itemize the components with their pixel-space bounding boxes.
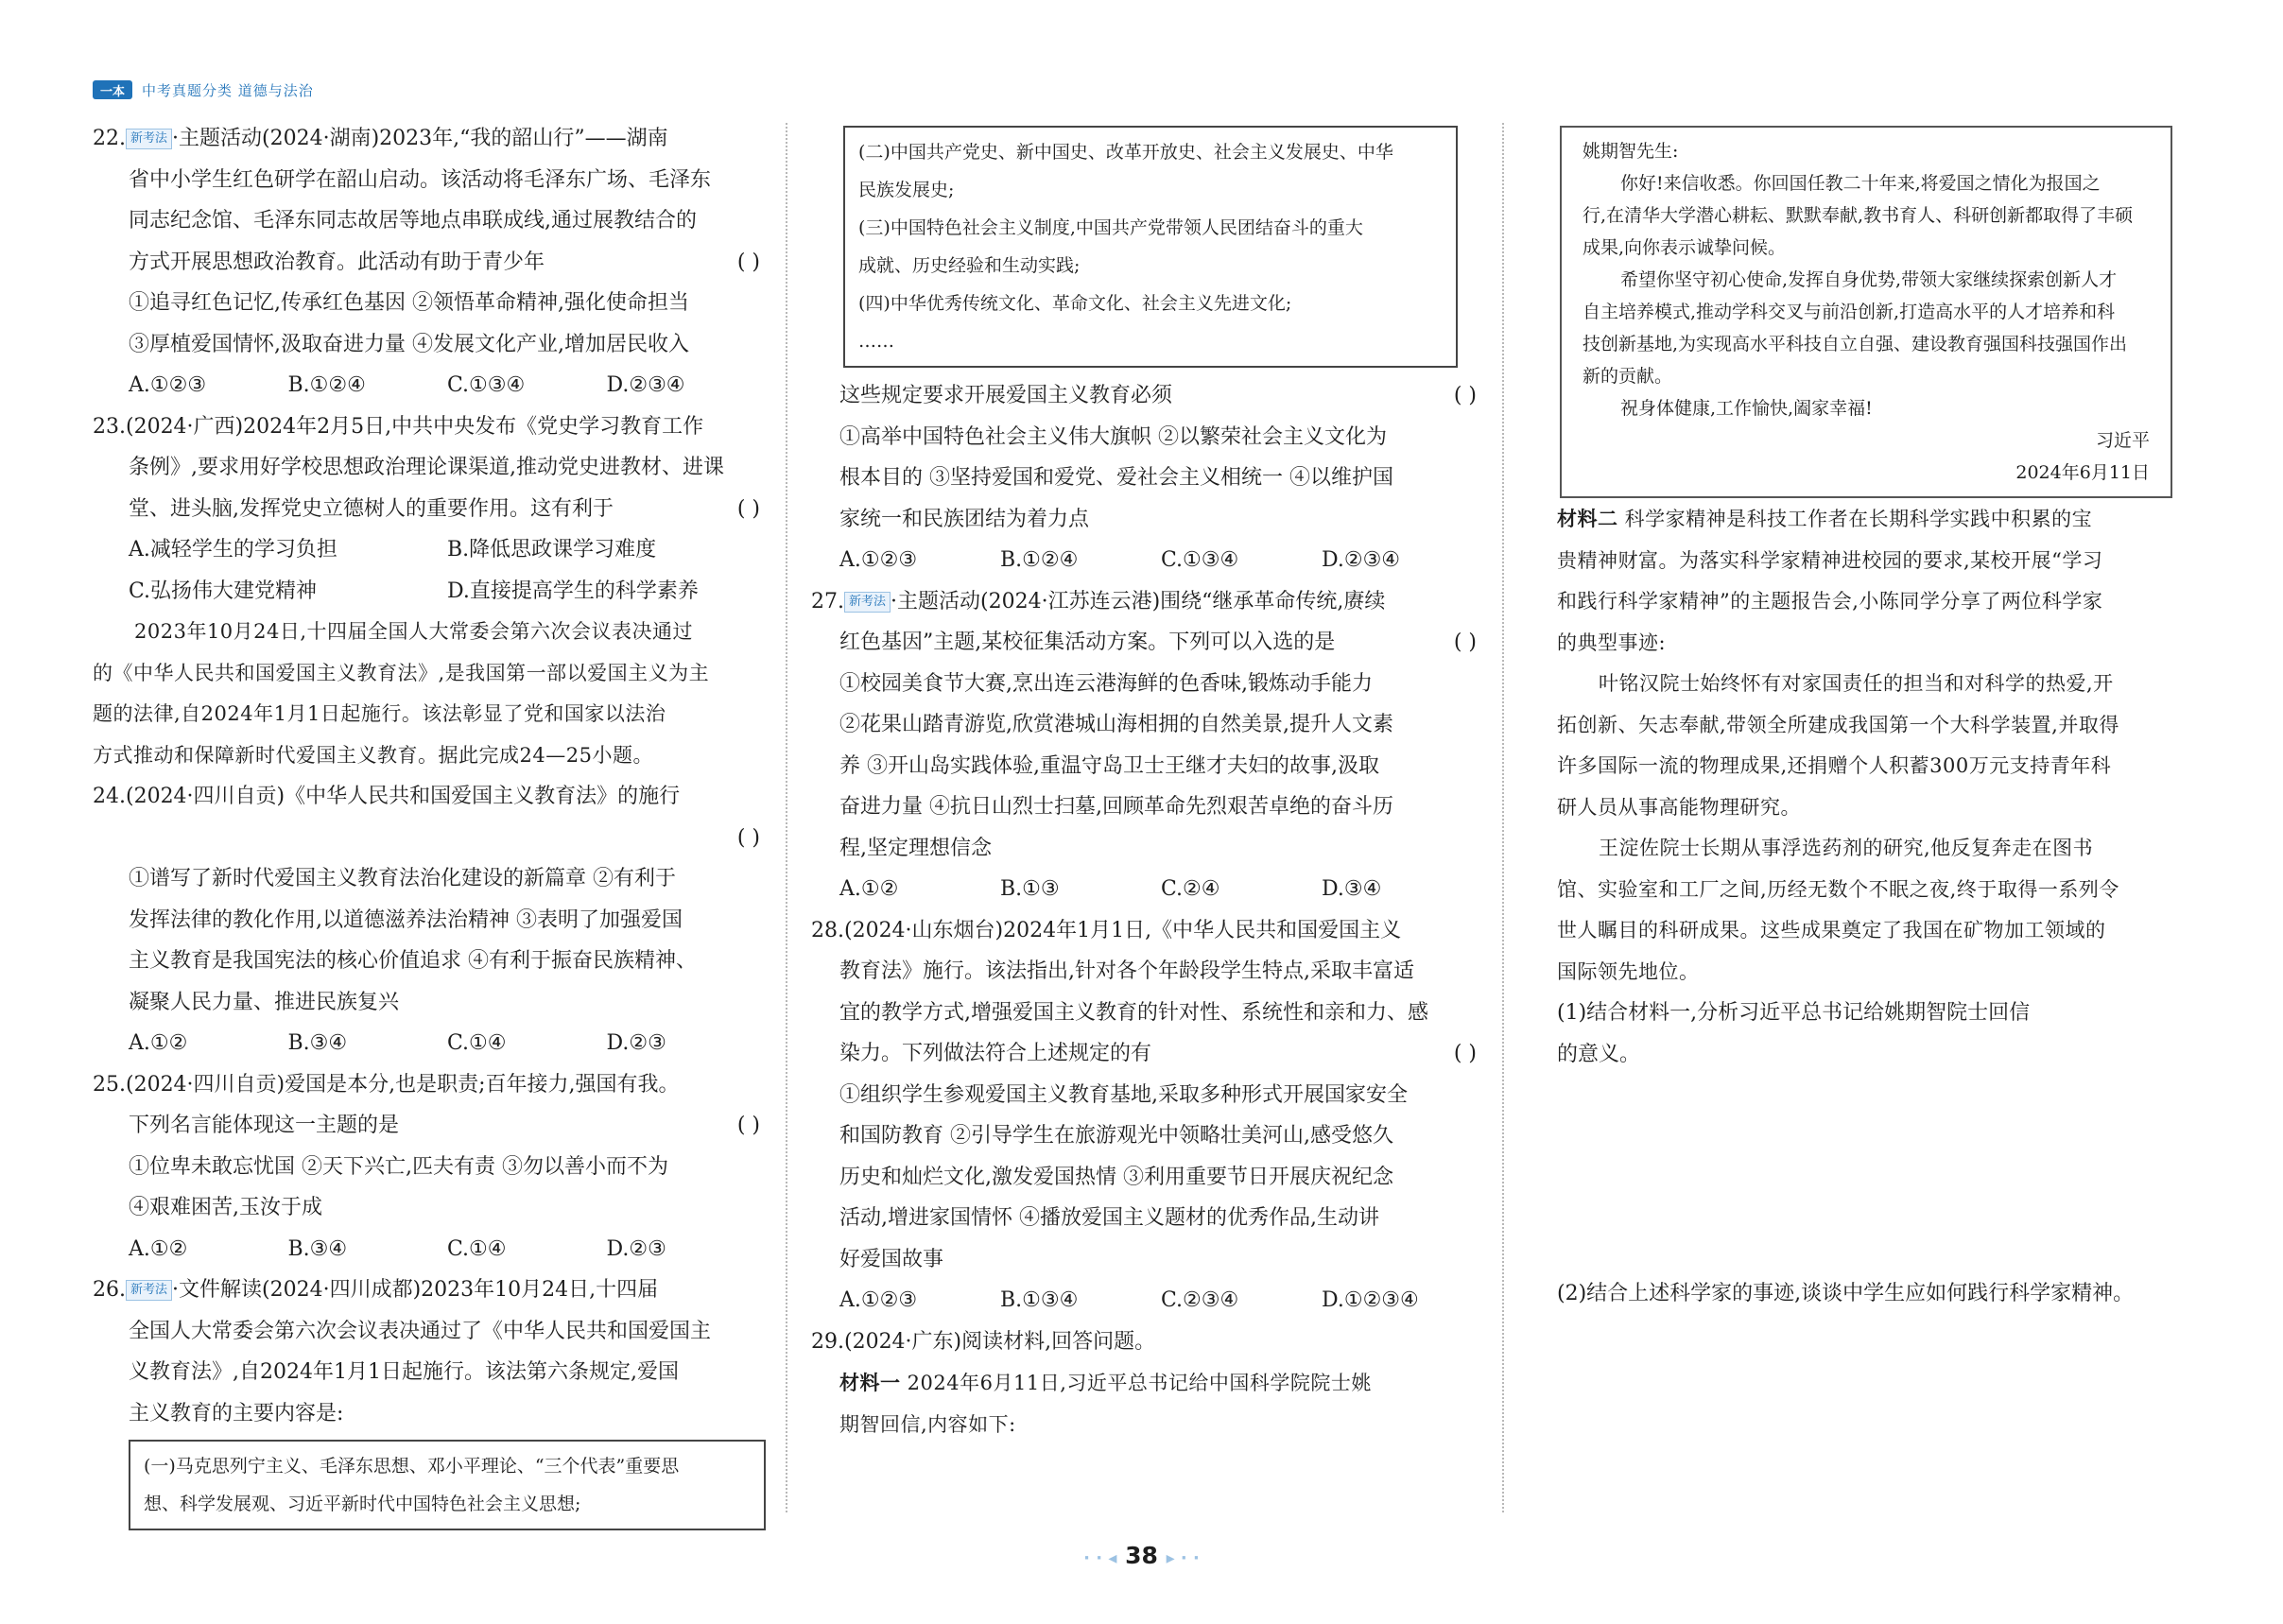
new-method-tag: 新考法 [126,129,172,149]
question-29: 29.(2024·广东)阅读材料,回答问题。 材料一 2024年6月11日,习近平总书记给中国科学院院士姚 期智回信,内容如下: [811,1329,1372,1436]
column-middle [811,118,1482,1445]
option-b: B.①②④ [1000,548,1079,572]
option-c: C.弘扬伟大建党精神 [129,579,318,603]
options [93,365,766,406]
answer-blank: ( ) [736,825,760,850]
new-method-tag: 新考法 [844,592,891,613]
page-number-ornament-left: · · ◂ [1083,1548,1117,1568]
option-b: B.③④ [287,1031,348,1055]
option-d: D.直接提高学生的科学素养 [447,579,699,603]
option-a: A.减轻学生的学习负担 [129,538,337,561]
options [93,529,766,571]
question-27: 27. 新考法 ·主题活动(2024·江苏连云港)围绕“继承革命传统,赓续 红色基因”主题,某校征集活动方案。下列可以入选的是 ( ) ①校园美食节大赛,烹出连云港海鲜的色香味,锻炼动手能力 ②花果山踏青游览,欣赏港城山海相拥的自然美景,提升人文素 养 ③开山岛实践体验,重温守岛卫士王继才夫妇的故事,汲取 奋进力量 ④抗日山烈士扫墓,回顾革命先烈艰苦卓绝的奋斗历 程,坚定理想信念 A.①② B.①③ C.②④ D.③④ [811,581,1482,910]
column-right [1557,118,2195,1315]
option-d: D.③④ [1322,877,1382,901]
option-c: C.①④ [447,1031,507,1055]
option-c: C.①③④ [447,373,526,397]
option-d: D.②③④ [606,373,685,397]
answer-blank: ( ) [1453,384,1477,407]
material-label: 材料一 [839,1371,901,1394]
letter-date: 2024年6月11日 [2015,462,2150,483]
option-a: A.①②③ [839,548,918,572]
option-a: A.①② [129,1031,188,1055]
series-logo: 一本 [93,80,132,99]
option-a: A.①②③ [129,373,207,397]
question-22: 22. 新考法 ·主题活动(2024·湖南)2023年,“我的韶山行”——湖南 省中小学生红色研学在韶山启动。该活动将毛泽东广场、毛泽东 同志纪念馆、毛泽东同志故居等地点串联成线,通过展教结合的 方式开展思想政治教育。此活动有助于青少年 ( ) ①追寻红色记忆,传承红色基因 ②领悟革命精神,强化使命担当 ③厚植爱国情怀,汲取奋进力量 ④发展文化产业,增加居民收入 A.①②③ B.①②④ C.①③④ D.②③④ [93,118,766,406]
new-method-tag: 新考法 [126,1280,172,1301]
law-excerpt-box-continued: (二)中国共产党史、新中国史、改革开放史、社会主义发展史、中华 民族发展史; (三)中国特色社会主义制度,中国共产党带领人民团结奋斗的重大 成就、历史经验和生动实践; (四)中华优秀传统文化、革命文化、社会主义先进文化; …… [843,126,1458,368]
sub-question-2: (2)结合上述科学家的事迹,谈谈中学生应如何践行科学家精神。 [1557,1282,2135,1305]
page-number-ornament-right: ▸ · · [1166,1548,1200,1568]
column-left [93,118,766,1530]
option-b: B.降低思政课学习难度 [447,538,657,561]
question-26: 26. 新考法 ·文件解读(2024·四川成都)2023年10月24日,十四届 全国人大常委会第六次会议表决通过了《中华人民共和国爱国主 义教育法》,自2024年1月1日起施行。该法第六条规定,爱国 主义教育的主要内容是: (一)马克思列宁主义、毛泽东思想、邓小平理论、“三个代表”重要思 想、科学发展观、习近平新时代中国特色社会主义思想; [93,1270,766,1530]
option-a: A.①② [129,1236,188,1261]
material-label: 材料二 [1557,507,1618,530]
shared-stem-24-25: 2023年10月24日,十四届全国人大常委会第六次会议表决通过 的《中华人民共和国爱国主义教育法》,是我国第一部以爱国主义为主 题的法律,自2024年1月1日起施行。该法彰显了党和国家以法治 方式推动和保障新时代爱国主义教育。据此完成24—25小题。 [93,620,710,767]
law-excerpt-box: (一)马克思列宁主义、毛泽东思想、邓小平理论、“三个代表”重要思 想、科学发展观、习近平新时代中国特色社会主义思想; [129,1440,766,1530]
question-23: 23.(2024·广西)2024年2月5日,中共中央发布《党史学习教育工作 条例》,要求用好学校思想政治理论课渠道,推动党史进教材、进课 堂、进头脑,发挥党史立德树人的重要作用。这有利于 ( ) A.减轻学生的学习负担 B.降低思政课学习难度 C.弘扬伟大建党精神 D.直接提高学生的科学素养 [93,406,766,613]
answer-blank: ( ) [736,496,760,521]
answer-blank: ( ) [1453,1042,1477,1065]
page-number: · · ◂ 38 ▸ · · [1083,1542,1200,1569]
answer-blank: ( ) [736,1114,760,1137]
reply-letter-box: 姚期智先生: 你好!来信收悉。你回国任教二十年来,将爱国之情化为报国之 行,在清华大学潜心耕耘、默默奉献,教书育人、科研创新都取得了丰硕 成果,向你表示诚挚问候。 希望你坚守初心使命,发挥自身优势,带领大家继续探索创新人才 自主培养模式,推动学科交叉与前沿创新,打造高水平的人才培养和科 技创新基地,为实现高水平科技自立自强、建设教育强国科技强国作出 新的贡献。 祝身体健康,工作愉快,阖家幸福! 习近平 2024年6月11日 [1560,126,2172,498]
options [93,1023,766,1064]
options [93,571,766,613]
question-24: 24.(2024·四川自贡)《中华人民共和国爱国主义教育法》的施行 ( ) ①谱写了新时代爱国主义教育法治化建设的新篇章 ②有利于 发挥法律的教化作用,以道德滋养法治精神 ③表明了加强爱国 主义教育是我国宪法的核心价值追求 ④有利于振奋民族精神、 凝聚人民力量、推进民族复兴 A.①② B.③④ C.①④ D.②③ [93,776,766,1064]
options [839,540,1482,581]
options [811,869,1482,910]
option-b: B.①③ [1000,877,1060,901]
signature: 习近平 [2095,430,2150,451]
option-c: C.②③④ [1161,1288,1239,1312]
question-28: 28.(2024·山东烟台)2024年1月1日,《中华人民共和国爱国主义 教育法》施行。该法指出,针对各个年龄段学生特点,采取丰富适 宜的教学方式,增强爱国主义教育的针对性、系统性和亲和力、感 染力。下列做法符合上述规定的有 ( ) ①组织学生参观爱国主义教育基地,采取多种形式开展国家安全 和国防教育 ②引导学生在旅游观光中领略壮美河山,感受悠久 历史和灿烂文化,激发爱国热情 ③利用重要节日开展庆祝纪念 活动,增进家国情怀 ④播放爱国主义题材的优秀作品,生动讲 好爱国故事 A.①②③ B.①③④ C.②③④ D.①②③④ [811,910,1482,1322]
question-26-stem: 这些规定要求开展爱国主义教育必须 ( ) ①高举中国特色社会主义伟大旗帜 ②以繁荣社会主义文化为 根本目的 ③坚持爱国和爱党、爱社会主义相统一 ④以维护国 家统一和民族团结为着力点 A.①②③ B.①②④ C.①③④ D.②③④ [839,375,1482,581]
option-d: D.②③ [606,1031,666,1055]
running-header [93,76,314,104]
answer-space[interactable] [1557,1075,2195,1273]
question-25: 25.(2024·四川自贡)爱国是本分,也是职责;百年接力,强国有我。 下列名言能体现这一主题的是 ( ) ①位卑未敢忘忧国 ②天下兴亡,匹夫有责 ③勿以善小而不为 ④艰难困苦,玉汝于成 A.①② B.③④ C.①④ D.②③ [93,1064,766,1270]
option-c: C.②④ [1161,877,1220,901]
option-c: C.①④ [447,1236,507,1261]
option-b: B.①③④ [1000,1288,1079,1312]
option-d: D.②③④ [1322,548,1401,572]
options [93,1229,766,1270]
option-b: B.①②④ [287,373,366,397]
sub-question-1: (1)结合材料一,分析习近平总书记给姚期智院士回信 的意义。 [1557,1001,2031,1066]
answer-blank: ( ) [736,250,760,274]
answer-blank: ( ) [1453,631,1477,654]
options [811,1280,1482,1322]
option-a: A.①②③ [839,1288,918,1312]
option-d: D.②③ [606,1236,666,1261]
column-divider [786,123,787,1512]
column-divider [1502,123,1504,1512]
option-a: A.①② [839,877,899,901]
option-c: C.①③④ [1161,548,1239,572]
option-d: D.①②③④ [1322,1288,1419,1312]
material-two: 材料二 科学家精神是科技工作者在长期科学实践中积累的宝 贵精神财富。为落实科学家精神进校园的要求,某校开展“学习 和践行科学家精神”的主题报告会,小陈同学分享了两位科学家 的典型事迹: 叶铭汉院士始终怀有对家国责任的担当和对科学的热爱,开 拓创新、矢志奉献,带领全所建成我国第一个大科学装置,并取得 许多国际一流的物理成果,还捐赠个人积蓄300万元支持青年科 研人员从事高能物理研究。 王淀佐院士长期从事浮选药剂的研究,他反复奔走在图书 馆、实验室和工厂之间,历经无数个不眠之夜,终于取得一系列令 世人瞩目的科研成果。这些成果奠定了我国在矿物加工领域的 国际领先地位。 [1557,507,2119,983]
header-title: 中考真题分类 道德与法治 [142,81,314,99]
option-b: B.③④ [287,1236,348,1261]
